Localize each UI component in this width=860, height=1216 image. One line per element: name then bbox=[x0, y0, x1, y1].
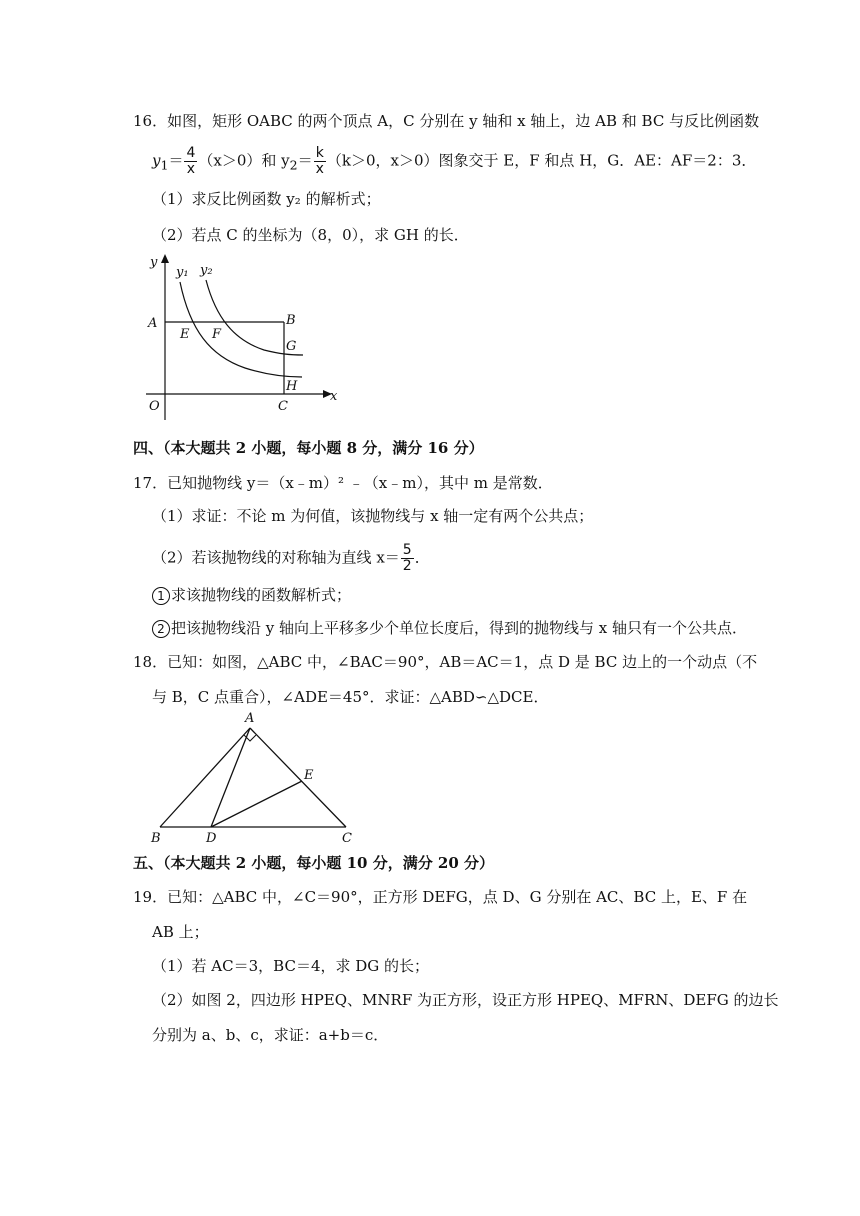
label-y2: y₂ bbox=[200, 263, 213, 278]
q17-sub1: 1 求该抛物线的函数解析式； bbox=[152, 584, 351, 606]
label-y1: y₁ bbox=[176, 265, 189, 280]
fraction-k-over-x: $\frac{k}{x}$ bbox=[315, 145, 324, 177]
y1-subscript: 1 bbox=[160, 157, 169, 173]
q16-part1: （1）求反比例函数 y₂ 的解析式； bbox=[152, 190, 381, 208]
label-B: B bbox=[151, 831, 161, 846]
q19-part2b: 分别为 a、b、c，求证：a+b＝c． bbox=[152, 1026, 389, 1044]
y-axis-arrow bbox=[161, 254, 169, 263]
section-5-heading: 五、（本大题共 2 小题，每小题 10 分，满分 20 分） bbox=[133, 854, 495, 872]
label-O: O bbox=[149, 399, 160, 414]
label-F: F bbox=[212, 327, 222, 342]
fraction-4-over-x: $\frac{4}{x}$ bbox=[186, 145, 196, 177]
q16-figure bbox=[140, 252, 350, 422]
q16-line2 bbox=[152, 146, 756, 177]
circled-number-2: 2 bbox=[152, 620, 170, 638]
circled-number-1: 1 bbox=[152, 587, 170, 605]
q19-line2: AB 上； bbox=[152, 923, 209, 941]
y1-symbol: y bbox=[152, 151, 161, 170]
q16-line1: 16．如图，矩形 OABC 的两个顶点 A，C 分别在 y 轴和 x 轴上，边 AB 和 BC 与反比例函数 bbox=[133, 112, 760, 130]
label-D: D bbox=[206, 831, 217, 846]
label-E: E bbox=[180, 327, 190, 342]
label-C: C bbox=[278, 399, 288, 414]
section-4-heading: 四、（本大题共 2 小题，每小题 8 分，满分 16 分） bbox=[133, 439, 484, 457]
label-A: A bbox=[148, 316, 158, 331]
y2-subscript: 2 bbox=[289, 157, 298, 173]
label-x: x bbox=[330, 389, 338, 404]
q19-line1: 19．已知：△ABC 中，∠C＝90°，正方形 DEFG，点 D、G 分别在 AC、BC 上，E、F 在 bbox=[133, 888, 748, 906]
condition-2: （k＞0，x＞0）图象交于 E，F 和点 H，G．AE：AF＝2：3． bbox=[326, 151, 757, 170]
label-y: y bbox=[150, 255, 158, 270]
label-H: H bbox=[286, 379, 298, 394]
fraction-5-over-2: $\frac{5}{2}$ bbox=[402, 542, 412, 574]
q16-part2: （2）若点 C 的坐标为（8，0），求 GH 的长． bbox=[152, 226, 469, 244]
q17-part2-text: （2）若该抛物线的对称轴为直线 x＝ bbox=[152, 548, 400, 567]
q18-line2: 与 B，C 点重合），∠ADE＝45°．求证：△ABD∽△DCE． bbox=[152, 688, 549, 706]
equals-sign: ＝ bbox=[297, 151, 313, 170]
q19-part1: （1）若 AC＝3，BC＝4，求 DG 的长； bbox=[152, 957, 430, 975]
label-B: B bbox=[286, 313, 296, 328]
side-AC bbox=[250, 728, 346, 827]
q17-sub2: 2 把该抛物线沿 y 轴向上平移多少个单位长度后，得到的抛物线与 x 轴只有一个公共点． bbox=[152, 617, 747, 639]
equals-sign: ＝ bbox=[168, 151, 184, 170]
q19-part2a: （2）如图 2，四边形 HPEQ、MNRF 为正方形，设正方形 HPEQ、MFRN、DEFG 的边长 bbox=[152, 991, 779, 1009]
q17-part1: （1）求证：不论 m 为何值，该抛物线与 x 轴一定有两个公共点； bbox=[152, 507, 594, 525]
q18-line1: 18．已知：如图，△ABC 中，∠BAC＝90°，AB＝AC＝1，点 D 是 BC 边上的一个动点（不 bbox=[133, 653, 758, 671]
condition-1: （x＞0）和 y bbox=[198, 151, 290, 170]
segment-AD bbox=[211, 728, 250, 827]
label-E: E bbox=[304, 768, 314, 783]
label-C: C bbox=[342, 831, 352, 846]
label-G: G bbox=[286, 339, 297, 354]
label-A: A bbox=[245, 711, 255, 726]
q18-figure bbox=[140, 708, 370, 848]
q17-line1: 17．已知抛物线 y＝（x﹣m）² ﹣（x﹣m），其中 m 是常数． bbox=[133, 474, 553, 492]
segment-DE bbox=[211, 781, 302, 827]
side-AB bbox=[160, 728, 250, 827]
q17-part2: （2）若该抛物线的对称轴为直线 x＝ $\frac{5}{2}$ ． bbox=[152, 542, 430, 574]
